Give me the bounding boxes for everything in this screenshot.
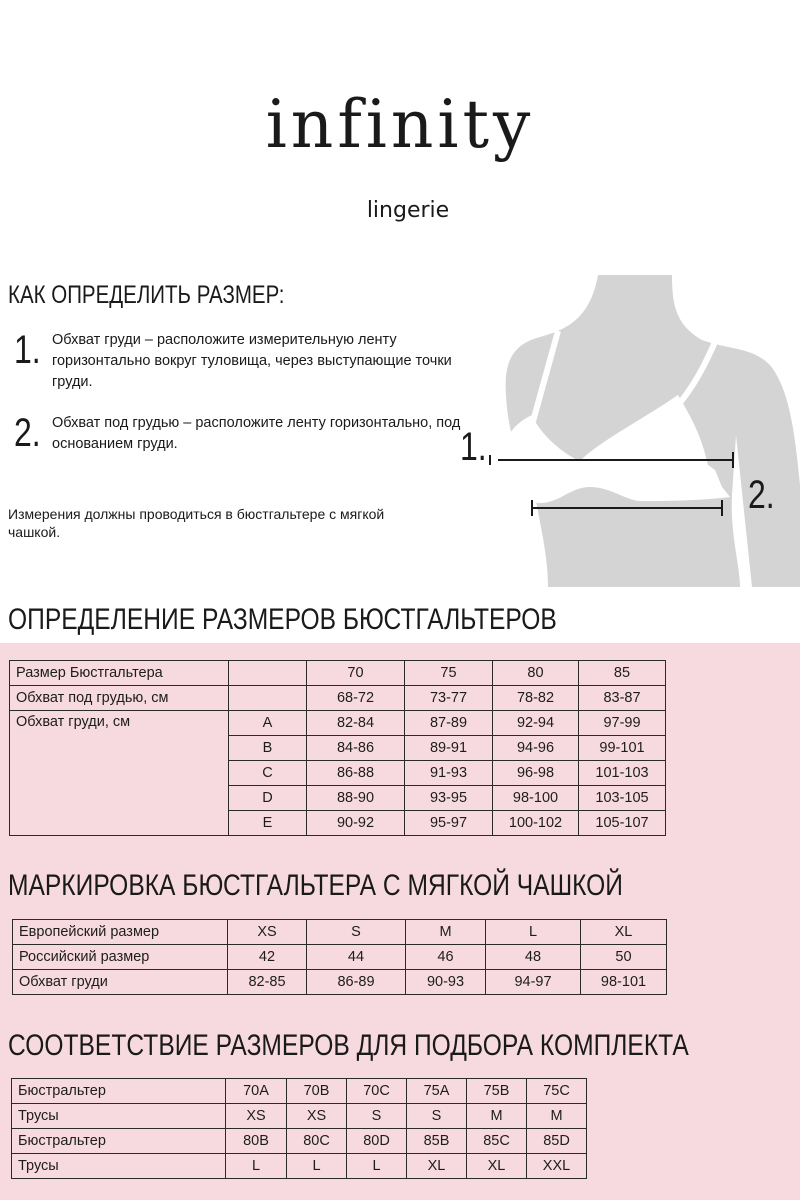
row-label: Европейский размер (13, 920, 228, 945)
table-cell: 94-97 (486, 970, 581, 995)
table-row (12, 1154, 587, 1179)
step-text: Обхват под грудью – расположите ленту горизонтально, под основанием груди. (52, 415, 461, 452)
table-cell: 80B (226, 1129, 287, 1154)
table-cell: 80C (287, 1129, 347, 1154)
table-cell: S (307, 920, 406, 945)
table-cell: L (226, 1154, 287, 1179)
row-label: Российский размер (13, 945, 228, 970)
row-label: Трусы (12, 1104, 226, 1129)
figure-label-underbust: 2. (748, 473, 775, 517)
table-cell: 73-77 (405, 686, 493, 711)
brand-logo: infinity (265, 86, 535, 163)
torso-illustration (440, 265, 800, 595)
table-cell: 89-91 (405, 736, 493, 761)
cup-letter: A (229, 711, 307, 736)
row-label: Бюстральтер (12, 1079, 226, 1104)
table-cell: XL (581, 920, 667, 945)
table-cell: XL (407, 1154, 467, 1179)
table-cell: 101-103 (579, 761, 666, 786)
table-cell: 86-89 (307, 970, 406, 995)
set-matching-table-heading: СООТВЕТСТВИЕ РАЗМЕРОВ ДЛЯ ПОДБОРА КОМПЛЕКТА (8, 1029, 689, 1062)
empty-cell (229, 661, 307, 686)
table-cell: XL (467, 1154, 527, 1179)
table-cell: 75A (407, 1079, 467, 1104)
table-cell: XS (226, 1104, 287, 1129)
step-text: Обхват груди – расположите измерительную ленту горизонтально вокруг туловища, через выступающие точки груди. (52, 332, 452, 390)
table-cell: XS (228, 920, 307, 945)
table-cell: 80D (347, 1129, 407, 1154)
row-label: Обхват груди (13, 970, 228, 995)
table-row (13, 945, 667, 970)
table-cell: 93-95 (405, 786, 493, 811)
row-label: Обхват под грудью, см (10, 686, 229, 711)
table-cell: 88-90 (307, 786, 405, 811)
table-cell: 68-72 (307, 686, 405, 711)
cup-letter: B (229, 736, 307, 761)
table-row (10, 711, 666, 736)
table-cell: XXL (527, 1154, 587, 1179)
table-cell: 75B (467, 1079, 527, 1104)
soft-cup-table (12, 919, 667, 995)
step-number: 1. (14, 328, 41, 372)
table-cell: 83-87 (579, 686, 666, 711)
cup-letter: D (229, 786, 307, 811)
table-cell: S (407, 1104, 467, 1129)
band-size: 85 (579, 661, 666, 686)
table-row (13, 920, 667, 945)
table-cell: 90-93 (406, 970, 486, 995)
table-cell: 70A (226, 1079, 287, 1104)
table-cell: 105-107 (579, 811, 666, 836)
table-cell: 42 (228, 945, 307, 970)
measurement-note: Измерения должны проводиться в бюстгальтере с мягкой чашкой. (8, 506, 385, 540)
band-size: 75 (405, 661, 493, 686)
table-cell: 90-92 (307, 811, 405, 836)
table-row (12, 1079, 587, 1104)
table-cell: 82-84 (307, 711, 405, 736)
table-cell: 103-105 (579, 786, 666, 811)
figure-label-bust: 1. (460, 425, 487, 469)
table-cell: 85B (407, 1129, 467, 1154)
brand-tagline: lingerie (366, 198, 450, 223)
table-cell: 70C (347, 1079, 407, 1104)
row-label: Трусы (12, 1154, 226, 1179)
bra-size-table (9, 660, 666, 836)
table-row (12, 1129, 587, 1154)
empty-cell (229, 686, 307, 711)
band-size: 70 (307, 661, 405, 686)
table-cell: L (347, 1154, 407, 1179)
band-size: 80 (493, 661, 579, 686)
table-cell: 75C (527, 1079, 587, 1104)
table-cell: 84-86 (307, 736, 405, 761)
bra-size-table-heading: ОПРЕДЕЛЕНИЕ РАЗМЕРОВ БЮСТГАЛЬТЕРОВ (8, 603, 557, 636)
table-cell: M (527, 1104, 587, 1129)
row-label: Обхват груди, см (10, 711, 229, 836)
table-cell: 95-97 (405, 811, 493, 836)
table-cell: 100-102 (493, 811, 579, 836)
table-cell: L (486, 920, 581, 945)
how-to-measure-heading: КАК ОПРЕДЕЛИТЬ РАЗМЕР: (8, 281, 285, 309)
table-cell: L (287, 1154, 347, 1179)
table-cell: 70B (287, 1079, 347, 1104)
table-cell: 98-101 (581, 970, 667, 995)
row-label: Размер Бюстгальтера (10, 661, 229, 686)
cup-letter: C (229, 761, 307, 786)
row-label: Бюстральтер (12, 1129, 226, 1154)
table-cell: 48 (486, 945, 581, 970)
table-cell: M (467, 1104, 527, 1129)
table-cell: 94-96 (493, 736, 579, 761)
table-cell: 85C (467, 1129, 527, 1154)
set-matching-table (11, 1078, 587, 1179)
table-cell: M (406, 920, 486, 945)
table-cell: 86-88 (307, 761, 405, 786)
table-cell: 98-100 (493, 786, 579, 811)
table-cell: 78-82 (493, 686, 579, 711)
step-number: 2. (14, 411, 41, 455)
table-cell: 85D (527, 1129, 587, 1154)
table-row (12, 1104, 587, 1129)
table-cell: 82-85 (228, 970, 307, 995)
measurement-figure (440, 265, 800, 595)
soft-cup-table-heading: МАРКИРОВКА БЮСТГАЛЬТЕРА С МЯГКОЙ ЧАШКОЙ (8, 869, 623, 902)
table-row (10, 661, 666, 686)
table-cell: 91-93 (405, 761, 493, 786)
table-cell: 44 (307, 945, 406, 970)
table-cell: 46 (406, 945, 486, 970)
table-cell: 99-101 (579, 736, 666, 761)
table-cell: XS (287, 1104, 347, 1129)
table-cell: 50 (581, 945, 667, 970)
cup-letter: E (229, 811, 307, 836)
table-row (10, 686, 666, 711)
table-cell: 87-89 (405, 711, 493, 736)
table-cell: S (347, 1104, 407, 1129)
table-cell: 92-94 (493, 711, 579, 736)
table-cell: 97-99 (579, 711, 666, 736)
table-row (13, 970, 667, 995)
table-cell: 96-98 (493, 761, 579, 786)
